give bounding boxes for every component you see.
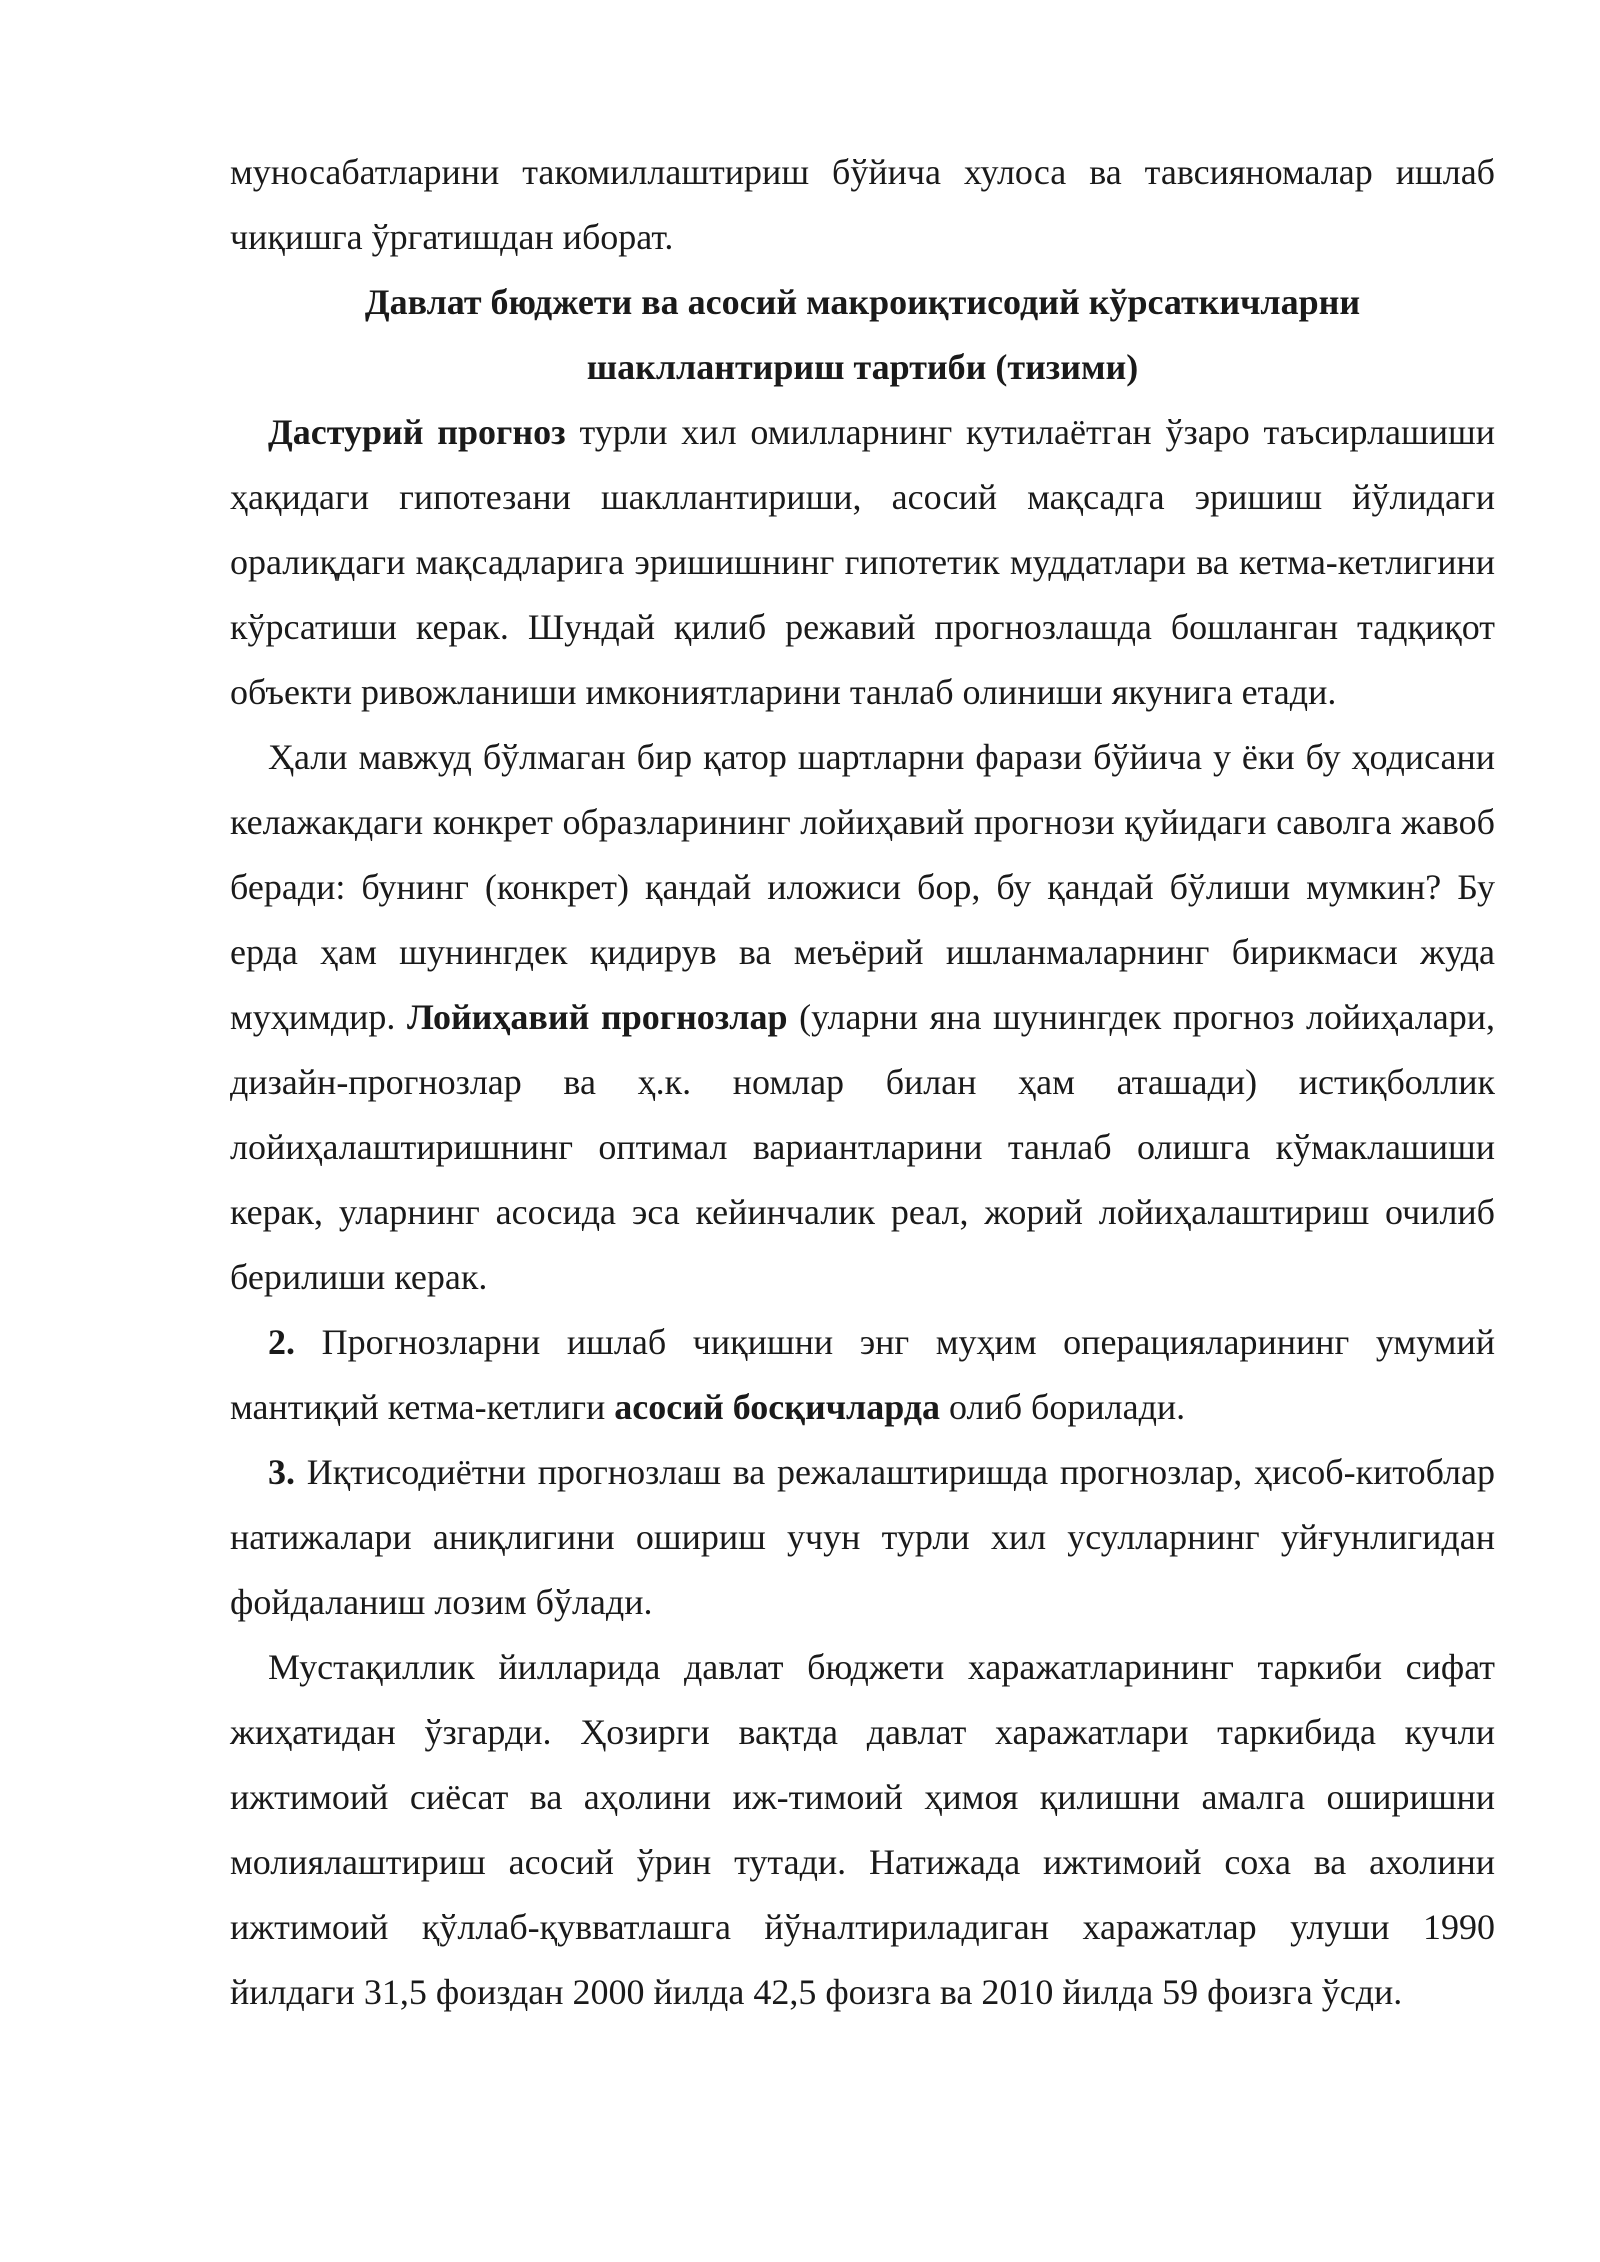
paragraph-item-3 (230, 1440, 1495, 1635)
paragraph-program-forecast (230, 400, 1495, 725)
term-project-forecasts: Лойиҳавий прогнозлар (407, 997, 788, 1037)
term-main-stages: асосий босқичларда (614, 1387, 940, 1427)
paragraph-item-2-text-1: Прогнозларни ишлаб чиқишни энг муҳим операцияларининг умумий мантиқий кетма-кетлиги (230, 1322, 1495, 1427)
paragraph-item-2 (230, 1310, 1495, 1440)
paragraph-budget-expenditure: Мустақиллик йилларида давлат бюджети харажатларининг таркиби сифат жиҳатидан ўзгарди. Ҳозирги вақтда давлат харажатлари таркибида кучли ижтимоий сиёсат ва аҳолини иж-тимоий ҳимоя қилишни амалга оширишни молиялаштириш асосий ўрин тутади. Натижада ижтимоий соха ва ахолини ижтимоий қўллаб-қувватлашга йўналтириладиган харажатлар улуши 1990 йилдаги 31,5 фоиздан 2000 йилда 42,5 фоизга ва 2010 йилда 59 фоизга ўсди. (230, 1647, 1495, 2012)
item-number-2: 2. (268, 1322, 295, 1362)
document-page (230, 140, 1495, 2025)
paragraph-program-forecast-text: турли хил омилларнинг кутилаётган ўзаро таъсирлашиши ҳақидаги гипотезани шакллантириши, асосий мақсадга эришиш йўлидаги оралиқдаги мақсадларига эришишнинг гипотетик муддатлари ва кетма-кетлигини кўрсатиши керак. Шундай қилиб режавий прогнозлашда бошланган тадқиқот объекти ривожланиши имкониятларини танлаб олиниши якунига етади. (230, 412, 1496, 712)
item-number-3: 3. (268, 1452, 295, 1492)
term-program-forecast: Дастурий прогноз (268, 412, 566, 452)
paragraph-project-forecast-text-2: (уларни яна шунингдек прогноз лойиҳалари, дизайн-прогнозлар ва ҳ.к. номлар билан ҳам аташади) истиқболлик лойиҳалаштиришнинг оптимал вариантларини танлаб олишга кўмаклашиши керак, уларнинг асосида эса кейинчалик реал, жорий лойиҳалаштириш очилиб берилиши керак. (230, 997, 1495, 1297)
section-heading: Давлат бюджети ва асосий макроиқтисодий кўрсаткичларни шакллантириш тартиби (тизими) (364, 282, 1361, 387)
paragraph-project-forecast (230, 725, 1495, 1310)
paragraph-item-3-text: Иқтисодиётни прогнозлаш ва режалаштиришда прогнозлар, ҳисоб-китоблар натижалари аниқлигини ошириш учун турли хил усулларнинг уйғунлигидан фойдаланиш лозим бўлади. (230, 1452, 1495, 1622)
paragraph-conclusion: муносабатларини такомиллаштириш бўйича хулоса ва тавсияномалар ишлаб чиқишга ўргатишдан иборат. (230, 152, 1495, 257)
paragraph-project-forecast-text-1: Ҳали мавжуд бўлмаган бир қатор шартларни фарази бўйича у ёки бу ҳодисани келажакдаги конкрет образларининг лойиҳавий прогнози қуйидаги саволга жавоб беради: бунинг (конкрет) қандай иложиси бор, бу қандай бўлиши мумкин? Бу ерда ҳам шунингдек қидирув ва меъёрий ишланмаларнинг бирикмаси жуда муҳимдир. (230, 737, 1495, 1037)
paragraph-item-2-text-2: олиб борилади. (939, 1387, 1186, 1427)
